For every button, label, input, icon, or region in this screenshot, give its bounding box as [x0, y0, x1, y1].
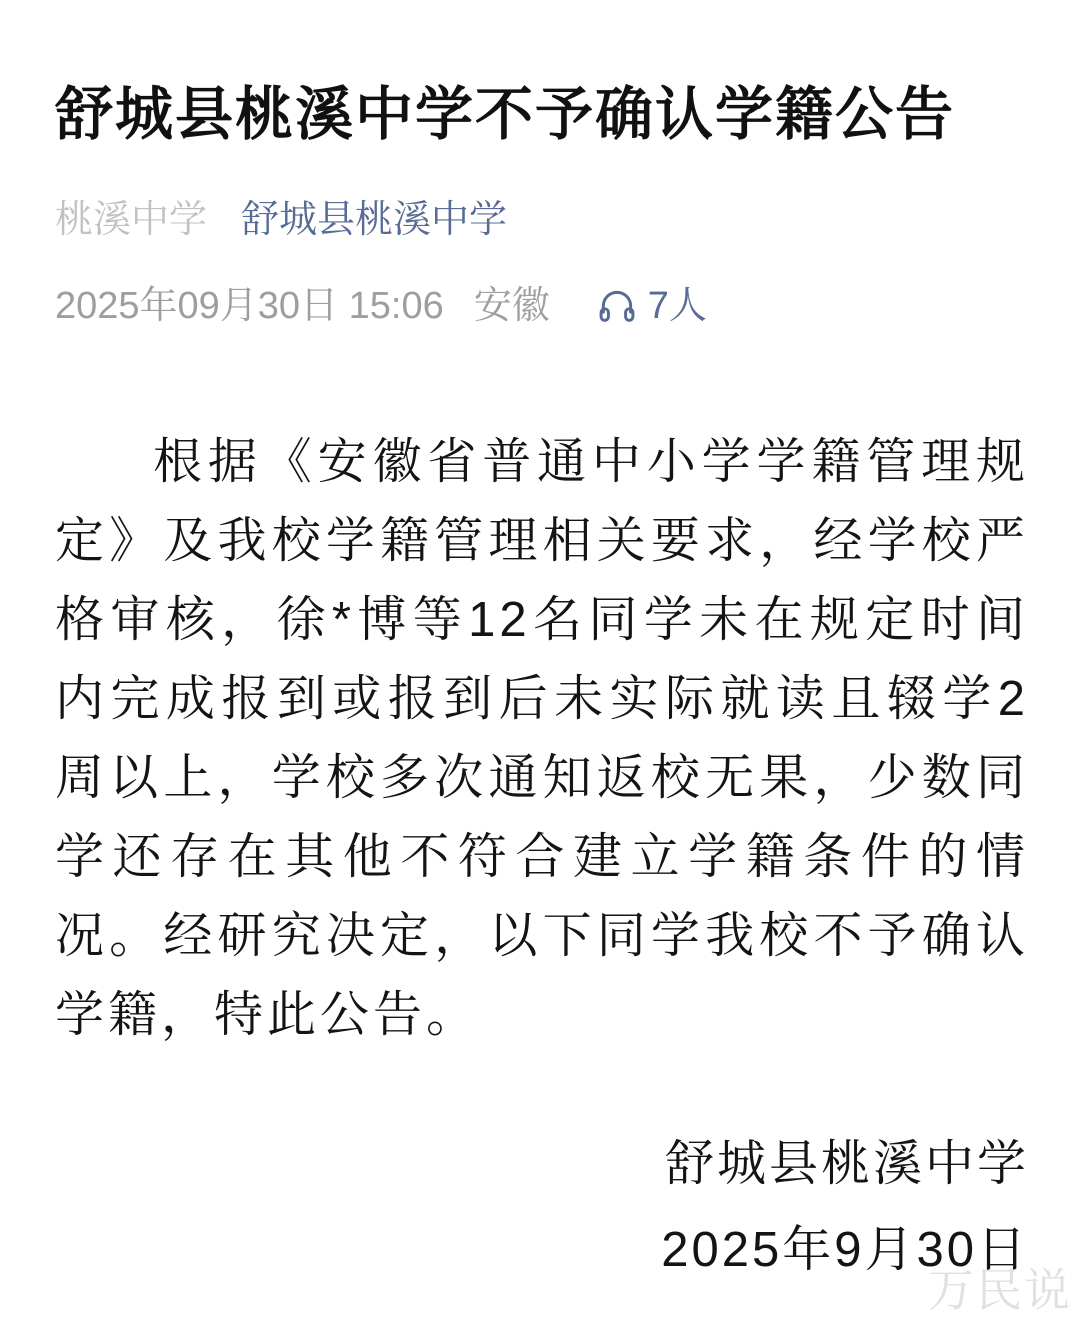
location-label: 安徽	[473, 284, 550, 327]
listen-count[interactable]	[596, 282, 707, 331]
meta-row	[55, 282, 1029, 331]
signature-date: 2025年9月30日	[661, 1223, 1029, 1278]
body-paragraph: 根据《安徽省普通中小学学籍管理规定》及我校学籍管理相关要求，经学校严格审核，徐*博等12名同学未在规定时间内完成报到或报到后未实际就读且辍学2周以上，学校多次通知返校无果，少数同学还存在其他不符合建立学籍条件的情况。经研究决定，以下同学我校不予确认学籍，特此公告。	[55, 435, 1029, 1043]
article-body	[55, 423, 1029, 1055]
watermark: 万民说	[928, 1264, 1072, 1316]
author-row	[55, 196, 1029, 245]
publish-datetime: 2025年09月30日 15:06	[55, 284, 444, 327]
page-title: 舒城县桃溪中学不予确认学籍公告	[55, 82, 956, 147]
signature-block	[55, 1121, 1029, 1293]
author-nickname: 桃溪中学	[55, 199, 208, 242]
signature-name: 舒城县桃溪中学	[664, 1137, 1029, 1192]
headphones-icon	[596, 285, 638, 327]
listen-count-label: 7人	[647, 284, 707, 327]
account-name-link[interactable]: 舒城县桃溪中学	[241, 199, 508, 242]
